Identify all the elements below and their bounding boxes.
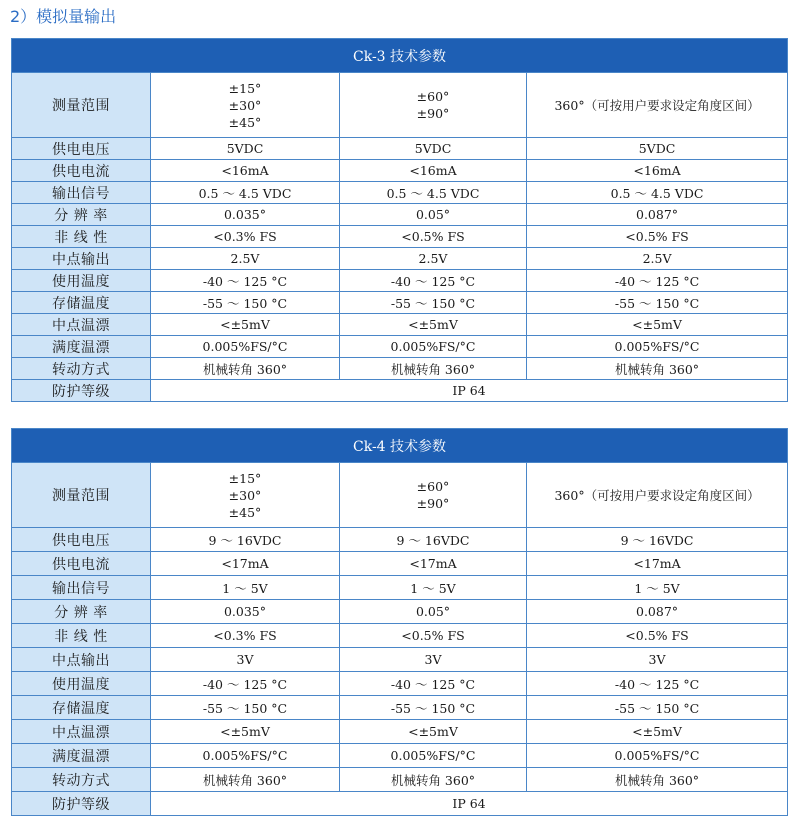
row-label: 使用温度 [12, 672, 151, 696]
row-label: 存储温度 [12, 292, 151, 314]
table-row [12, 768, 788, 792]
row-label: 供电电流 [12, 552, 151, 576]
spec-value: -40 ～ 125 °C [340, 672, 527, 696]
spec-value: 0.005%FS/°C [340, 336, 527, 358]
row-label: 测量范围 [12, 73, 151, 138]
spec-value: <17mA [527, 552, 788, 576]
spec-value: <±5mV [151, 314, 340, 336]
row-label: 测量范围 [12, 463, 151, 528]
spec-value: 5VDC [527, 138, 788, 160]
spec-value: 1 ～ 5V [151, 576, 340, 600]
range-value: ±45° [228, 114, 262, 130]
section-title: 2）模拟量输出 [10, 7, 117, 26]
spec-value: 5VDC [340, 138, 527, 160]
table-row [12, 648, 788, 672]
row-label: 分 辨 率 [12, 600, 151, 624]
range-col1 [151, 73, 340, 138]
row-label: 输出信号 [12, 182, 151, 204]
row-label: 中点输出 [12, 648, 151, 672]
ck4-spec-table [11, 428, 788, 816]
row-label: 满度温漂 [12, 744, 151, 768]
spec-value: <16mA [340, 160, 527, 182]
protection-value: IP 64 [151, 380, 788, 402]
row-label: 中点温漂 [12, 314, 151, 336]
ck3-spec-table [11, 38, 788, 402]
row-label: 使用温度 [12, 270, 151, 292]
table-row [12, 696, 788, 720]
row-label: 供电电压 [12, 138, 151, 160]
spec-value: 0.087° [527, 204, 788, 226]
spec-value: <±5mV [340, 314, 527, 336]
spec-value: <17mA [340, 552, 527, 576]
spec-value: 0.5 ～ 4.5 VDC [527, 182, 788, 204]
table-header: Ck-3 技术参数 [12, 39, 788, 73]
spec-value: 0.5 ～ 4.5 VDC [151, 182, 340, 204]
protection-value: IP 64 [151, 792, 788, 816]
spec-value: 2.5V [340, 248, 527, 270]
row-label: 防护等级 [12, 380, 151, 402]
table-row [12, 552, 788, 576]
range-col2 [340, 463, 527, 528]
spec-value: <0.5% FS [527, 624, 788, 648]
spec-value: -40 ～ 125 °C [340, 270, 527, 292]
table-row [12, 314, 788, 336]
range-value: ±45° [228, 504, 262, 520]
table-row [12, 138, 788, 160]
spec-value: 0.005%FS/°C [340, 744, 527, 768]
row-label: 输出信号 [12, 576, 151, 600]
spec-value: 0.005%FS/°C [151, 744, 340, 768]
row-label: 满度温漂 [12, 336, 151, 358]
table-row [12, 292, 788, 314]
row-label: 非 线 性 [12, 226, 151, 248]
table-row [12, 672, 788, 696]
row-label: 供电电流 [12, 160, 151, 182]
spec-value: 1 ～ 5V [527, 576, 788, 600]
table-row [12, 226, 788, 248]
table-row [12, 720, 788, 744]
range-value: ±30° [228, 487, 262, 503]
row-label: 供电电压 [12, 528, 151, 552]
table-row [12, 528, 788, 552]
range-col1 [151, 463, 340, 528]
spec-value: 0.05° [340, 204, 527, 226]
spec-value: -55 ～ 150 °C [340, 292, 527, 314]
spec-value: <0.3% FS [151, 226, 340, 248]
spec-value: <±5mV [151, 720, 340, 744]
row-label: 非 线 性 [12, 624, 151, 648]
spec-value: 机械转角 360° [527, 358, 788, 380]
spec-value: 5VDC [151, 138, 340, 160]
row-label: 中点输出 [12, 248, 151, 270]
row-label: 中点温漂 [12, 720, 151, 744]
table-row [12, 270, 788, 292]
row-label: 分 辨 率 [12, 204, 151, 226]
spec-value: 0.005%FS/°C [527, 744, 788, 768]
spec-value: 0.5 ～ 4.5 VDC [340, 182, 527, 204]
spec-value: 3V [151, 648, 340, 672]
spec-value: 9 ～ 16VDC [151, 528, 340, 552]
spec-value: <0.3% FS [151, 624, 340, 648]
table-row [12, 358, 788, 380]
spec-value: 2.5V [527, 248, 788, 270]
table-row [12, 576, 788, 600]
spec-value: <16mA [151, 160, 340, 182]
row-label: 防护等级 [12, 792, 151, 816]
spec-value: 机械转角 360° [340, 768, 527, 792]
range-value: ±30° [228, 97, 262, 113]
table-header: Ck-4 技术参数 [12, 429, 788, 463]
spec-value: <17mA [151, 552, 340, 576]
spec-value: <±5mV [527, 720, 788, 744]
table-row [12, 336, 788, 358]
spec-value: -40 ～ 125 °C [527, 672, 788, 696]
range-value: ±15° [228, 470, 262, 486]
spec-value: 1 ～ 5V [340, 576, 527, 600]
spec-value: 0.087° [527, 600, 788, 624]
table-row [12, 204, 788, 226]
table-row [12, 160, 788, 182]
table-row [12, 600, 788, 624]
spec-value: -40 ～ 125 °C [151, 672, 340, 696]
table-row [12, 744, 788, 768]
spec-value: 9 ～ 16VDC [527, 528, 788, 552]
spec-value: <16mA [527, 160, 788, 182]
spec-value: -55 ～ 150 °C [527, 292, 788, 314]
table-row [12, 182, 788, 204]
spec-value: -55 ～ 150 °C [527, 696, 788, 720]
spec-value: <0.5% FS [527, 226, 788, 248]
spec-value: -40 ～ 125 °C [151, 270, 340, 292]
spec-value: <±5mV [340, 720, 527, 744]
spec-value: -55 ～ 150 °C [340, 696, 527, 720]
spec-value: <0.5% FS [340, 226, 527, 248]
range-value: ±90° [416, 106, 450, 121]
table-row [12, 624, 788, 648]
spec-value: 机械转角 360° [151, 358, 340, 380]
spec-value: <±5mV [527, 314, 788, 336]
spec-value: 0.035° [151, 204, 340, 226]
row-label: 转动方式 [12, 358, 151, 380]
range-value: ±15° [228, 80, 262, 96]
range-col2 [340, 73, 527, 138]
spec-value: -55 ～ 150 °C [151, 292, 340, 314]
spec-value: 机械转角 360° [151, 768, 340, 792]
spec-value: -40 ～ 125 °C [527, 270, 788, 292]
range-value: ±60° [416, 89, 450, 104]
spec-value: 0.05° [340, 600, 527, 624]
row-label: 存储温度 [12, 696, 151, 720]
range-col3: 360°（可按用户要求设定角度区间） [527, 73, 788, 138]
spec-value: 0.005%FS/°C [151, 336, 340, 358]
spec-value: -55 ～ 150 °C [151, 696, 340, 720]
spec-value: 机械转角 360° [527, 768, 788, 792]
range-col3: 360°（可按用户要求设定角度区间） [527, 463, 788, 528]
table-row [12, 248, 788, 270]
spec-value: 3V [527, 648, 788, 672]
spec-value: <0.5% FS [340, 624, 527, 648]
range-value: ±90° [416, 496, 450, 511]
row-label: 转动方式 [12, 768, 151, 792]
spec-value: 2.5V [151, 248, 340, 270]
spec-value: 0.035° [151, 600, 340, 624]
range-value: ±60° [416, 479, 450, 494]
spec-value: 机械转角 360° [340, 358, 527, 380]
spec-value: 0.005%FS/°C [527, 336, 788, 358]
spec-value: 3V [340, 648, 527, 672]
spec-value: 9 ～ 16VDC [340, 528, 527, 552]
